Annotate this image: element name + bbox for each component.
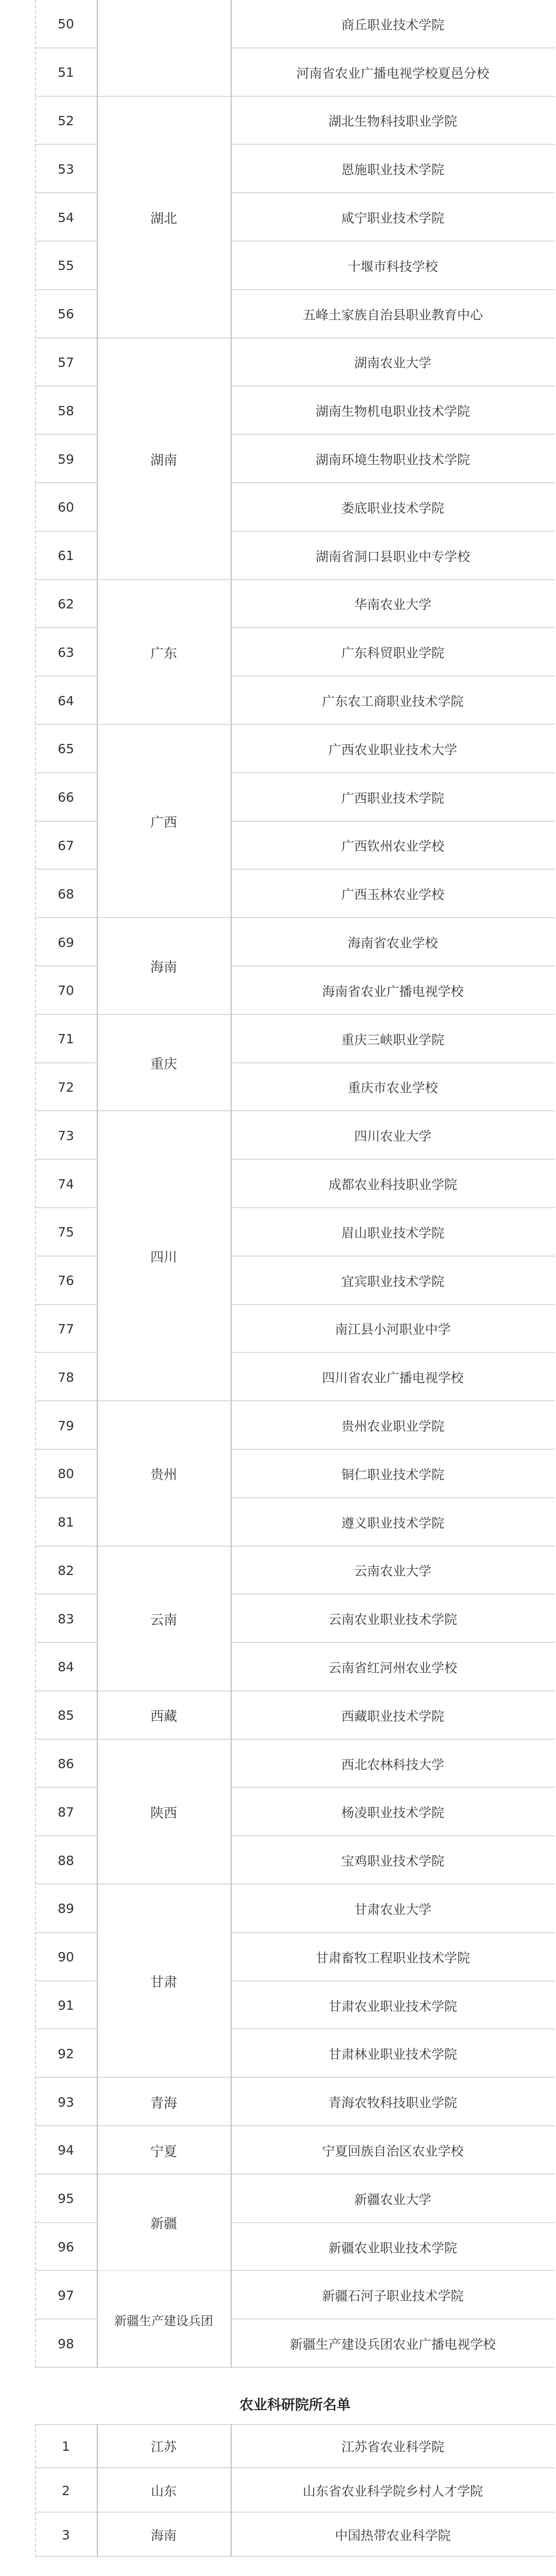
institution-name: 遵义职业技术学院	[341, 1515, 444, 1531]
province-label: 湖北	[150, 211, 177, 227]
row-number: 53	[58, 161, 74, 177]
row-number: 56	[58, 307, 74, 322]
institution-name: 湖南环境生物职业技术学院	[315, 452, 470, 468]
institution-name: 新疆生产建设兵团农业广播电视学校	[289, 2337, 496, 2352]
row-number: 86	[58, 1756, 74, 1772]
row-divider	[35, 2556, 555, 2557]
province-label: 湖南	[150, 452, 177, 468]
row-number: 57	[58, 354, 74, 370]
province-label: 甘肃	[150, 1975, 177, 1991]
institutions-table	[35, 0, 555, 2368]
institution-name: 甘肃林业职业技术学院	[328, 2047, 457, 2062]
institution-name: 广东农工商职业技术学院	[322, 694, 464, 709]
row-number: 98	[58, 2336, 74, 2351]
institution-name: 广东科贸职业学院	[341, 646, 444, 661]
row-number: 79	[58, 1418, 74, 1433]
institution-name: 青海农牧科技职业学院	[328, 2095, 457, 2111]
institution-name: 山东省农业科学院乡村人才学院	[302, 2484, 483, 2499]
row-number: 51	[58, 65, 74, 80]
institution-name: 海南省农业广播电视学校	[322, 984, 464, 999]
institution-name: 商丘职业技术学院	[341, 17, 444, 32]
row-number: 73	[58, 1128, 74, 1143]
row-number: 78	[58, 1369, 74, 1385]
province-label: 宁夏	[150, 2144, 177, 2160]
row-number: 82	[58, 1563, 74, 1578]
institution-name: 咸宁职业技术学院	[341, 211, 444, 226]
table-row	[35, 2468, 555, 2513]
province-label: 西藏	[150, 1709, 177, 1725]
row-number: 96	[58, 2240, 74, 2255]
row-number: 66	[58, 790, 74, 805]
row-number: 60	[58, 500, 74, 515]
row-number: 74	[58, 1176, 74, 1192]
row-number: 85	[58, 1708, 74, 1723]
institution-name: 西北农林科技大学	[341, 1757, 444, 1772]
row-number: 90	[58, 1950, 74, 1965]
institution-name: 湖北生物科技职业学院	[328, 114, 457, 129]
institution-name: 广西玉林农业学校	[341, 887, 444, 903]
row-number: 81	[58, 1515, 74, 1530]
column-divider	[97, 2424, 98, 2557]
row-number: 72	[58, 1079, 74, 1095]
row-number: 88	[58, 1853, 74, 1868]
institution-name: 西藏职业技术学院	[341, 1708, 444, 1724]
row-number: 71	[58, 1031, 74, 1047]
row-number: 3	[62, 2527, 70, 2543]
row-number: 62	[58, 596, 74, 612]
institution-name: 重庆三峡职业学院	[341, 1032, 444, 1047]
institution-name: 十堰市科技学校	[348, 259, 438, 274]
province-label: 广西	[150, 815, 177, 831]
province-label: 重庆	[150, 1057, 177, 1073]
institution-name: 宜宾职业技术学院	[341, 1274, 444, 1289]
row-number: 55	[58, 258, 74, 274]
institution-name: 甘肃农业大学	[354, 1902, 431, 1917]
institution-name: 广西钦州农业学校	[341, 839, 444, 854]
row-number: 58	[58, 403, 74, 418]
province-label: 云南	[150, 1612, 177, 1628]
institution-name: 云南农业大学	[354, 1564, 431, 1579]
province-label: 江苏	[150, 2439, 177, 2454]
institution-name: 成都农业科技职业学院	[328, 1177, 457, 1193]
institution-name: 湖南省洞口县职业中专学校	[315, 549, 470, 564]
province-cell-bg	[97, 0, 230, 96]
row-number: 94	[58, 2143, 74, 2158]
institution-name: 南江县小河职业中学	[335, 1322, 451, 1337]
institution-name: 新疆石河子职业技术学院	[322, 2289, 464, 2304]
dashed-border	[35, 0, 36, 2368]
institution-name: 眉山职业技术学院	[341, 1225, 444, 1241]
row-number: 93	[58, 2094, 74, 2110]
institution-name: 五峰土家族自治县职业教育中心	[302, 307, 483, 323]
row-number: 70	[58, 983, 74, 998]
research-institutes-table	[35, 2424, 555, 2557]
row-number: 76	[58, 1273, 74, 1289]
province-label: 贵州	[150, 1467, 177, 1483]
row-number: 84	[58, 1659, 74, 1675]
institution-name: 贵州农业职业学院	[341, 1419, 444, 1434]
institution-name: 广西农业职业技术大学	[328, 742, 457, 757]
province-label: 青海	[150, 2095, 177, 2111]
province-label: 新疆	[150, 2216, 177, 2232]
institution-name: 宝鸡职业技术学院	[341, 1854, 444, 1869]
column-divider	[231, 2424, 232, 2557]
row-number: 91	[58, 1998, 74, 2013]
column-divider	[97, 0, 98, 2368]
row-number: 61	[58, 548, 74, 564]
institution-name: 娄底职业技术学院	[341, 500, 444, 516]
institution-name: 广西职业技术学院	[341, 790, 444, 806]
institution-name: 甘肃农业职业技术学院	[328, 1998, 457, 2014]
institution-name: 新疆农业职业技术学院	[328, 2240, 457, 2256]
row-number: 59	[58, 451, 74, 467]
row-number: 89	[58, 1901, 74, 1917]
institution-name: 甘肃畜牧工程职业技术学院	[315, 1950, 470, 1965]
institution-name: 海南省农业学校	[348, 936, 438, 951]
table-row	[35, 2513, 555, 2557]
row-number: 63	[58, 645, 74, 660]
province-label: 四川	[150, 1250, 177, 1266]
institution-name: 铜仁职业技术学院	[341, 1467, 444, 1482]
institution-name: 江苏省农业科学院	[341, 2439, 444, 2454]
institution-name: 宁夏回族自治区农业学校	[322, 2143, 464, 2159]
section-title: 农业科研院所名单	[239, 2397, 351, 2413]
institution-name: 云南农业职业技术学院	[328, 1612, 457, 1628]
province-label: 广东	[150, 646, 177, 662]
row-number: 50	[58, 16, 74, 32]
province-label: 山东	[150, 2484, 177, 2499]
province-label: 海南	[150, 2528, 177, 2543]
row-number: 54	[58, 210, 74, 225]
institution-name: 云南省红河州农业学校	[328, 1660, 457, 1675]
institution-name: 杨凌职业技术学院	[341, 1805, 444, 1821]
row-number: 80	[58, 1466, 74, 1482]
institution-name: 四川农业大学	[354, 1129, 431, 1144]
column-divider	[231, 0, 232, 2368]
institution-name: 中国热带农业科学院	[335, 2528, 451, 2543]
row-number: 95	[58, 2191, 74, 2207]
row-number: 68	[58, 886, 74, 902]
row-number: 87	[58, 1804, 74, 1820]
dashed-border	[35, 2424, 36, 2557]
institution-name: 新疆农业大学	[354, 2192, 431, 2207]
row-number: 97	[58, 2287, 74, 2303]
institution-name: 四川省农业广播电视学校	[322, 1370, 464, 1386]
row-number: 83	[58, 1611, 74, 1626]
row-number: 92	[58, 2046, 74, 2061]
row-number: 1	[62, 2438, 70, 2454]
row-number: 75	[58, 1225, 74, 1240]
row-number: 64	[58, 693, 74, 708]
row-number: 52	[58, 113, 74, 128]
row-number: 67	[58, 838, 74, 853]
province-label: 海南	[150, 960, 177, 976]
table-row	[35, 2424, 555, 2468]
province-label: 陕西	[150, 1805, 177, 1821]
institution-name: 华南农业大学	[354, 597, 431, 613]
row-number: 65	[58, 741, 74, 757]
row-number: 77	[58, 1321, 74, 1336]
institution-name: 湖南农业大学	[354, 355, 431, 371]
row-number: 2	[62, 2483, 70, 2498]
institution-name: 湖南生物机电职业技术学院	[315, 404, 470, 419]
institution-name: 恩施职业技术学院	[341, 162, 444, 178]
row-number: 69	[58, 935, 74, 950]
institution-name: 重庆市农业学校	[348, 1080, 438, 1096]
province-label: 新疆生产建设兵团	[114, 2313, 213, 2328]
institution-name: 河南省农业广播电视学校夏邑分校	[296, 65, 490, 81]
